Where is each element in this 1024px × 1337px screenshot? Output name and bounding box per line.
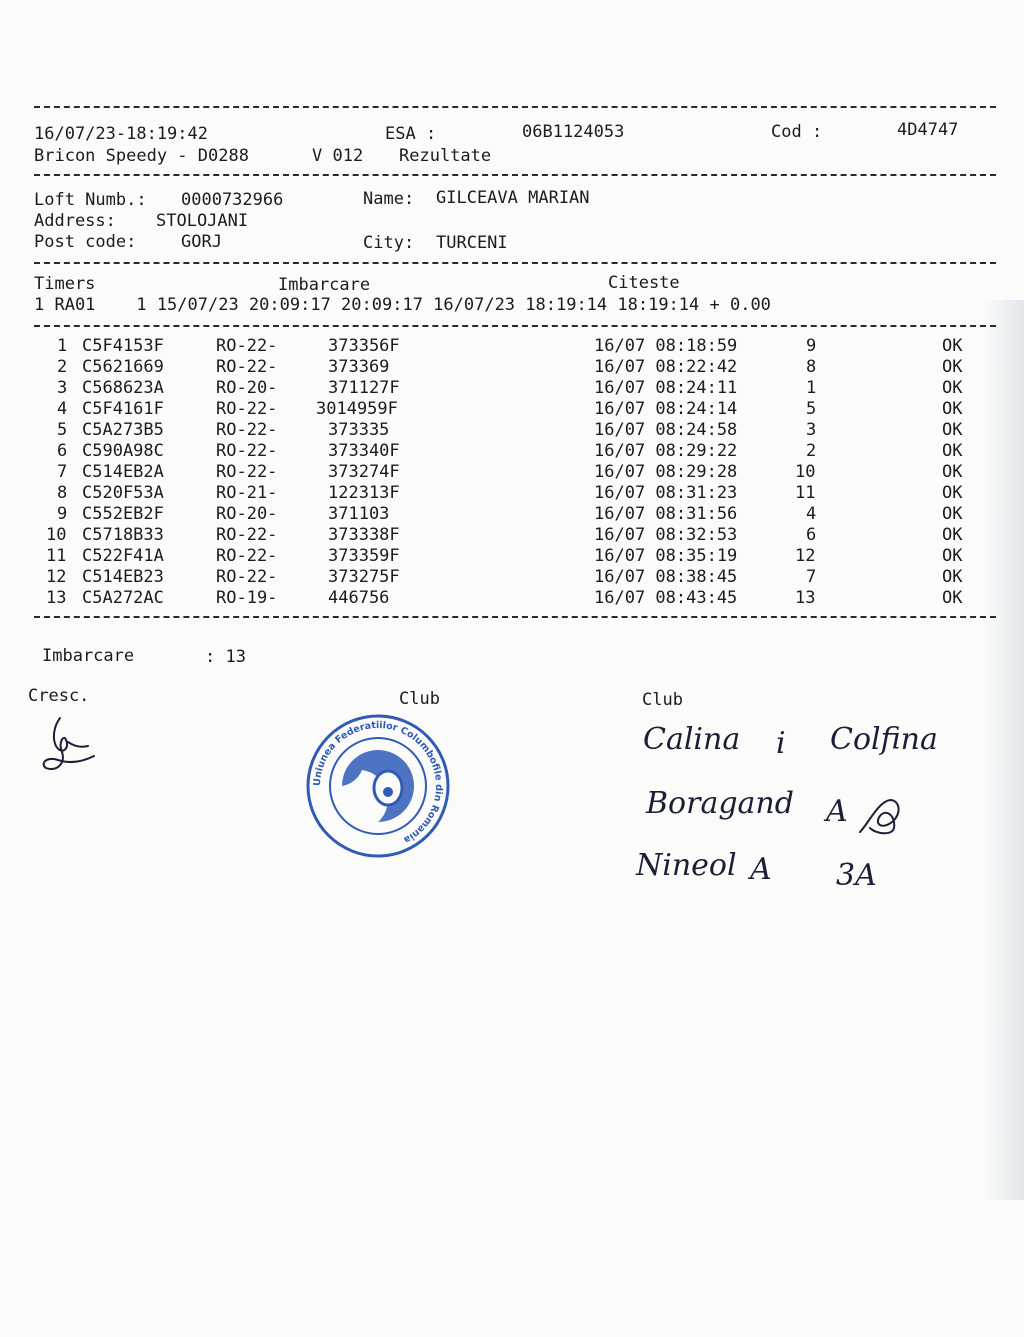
arrival-time: 16/07 08:31:56 — [594, 504, 738, 524]
arrival-time: 16/07 08:29:28 — [594, 462, 738, 482]
imbarcare-total-value: : 13 — [205, 647, 246, 667]
row-index: 8 — [57, 483, 68, 503]
dashed-separator — [34, 616, 996, 618]
breeder-signature — [36, 712, 100, 778]
position: 3 — [806, 420, 817, 440]
chip-id: C520F53A — [82, 483, 164, 503]
device-name: Bricon Speedy - D0288 — [34, 146, 249, 166]
handwriting: Boragand — [646, 786, 794, 821]
ring-number: 122313F — [328, 483, 400, 503]
position: 12 — [795, 546, 816, 566]
chip-id: C514EB2A — [82, 462, 164, 482]
ring-number: 373274F — [328, 462, 400, 482]
ring-number: 3014959F — [316, 399, 398, 419]
ring-prefix: RO-22- — [216, 441, 278, 461]
signature-scribble — [856, 794, 906, 838]
ring-number: 373356F — [328, 336, 400, 356]
table-row — [0, 525, 1024, 546]
ring-prefix: RO-22- — [216, 336, 278, 356]
ring-prefix: RO-22- — [216, 420, 278, 440]
table-row — [0, 462, 1024, 483]
position: 9 — [806, 336, 817, 356]
imbarcare-header: Imbarcare — [278, 275, 371, 295]
chip-id: C568623A — [82, 378, 164, 398]
status: OK — [942, 378, 963, 398]
row-index: 5 — [57, 420, 68, 440]
status: OK — [942, 420, 963, 440]
chip-id: C5F4161F — [82, 399, 164, 419]
arrival-time: 16/07 08:18:59 — [594, 336, 738, 356]
table-row — [0, 441, 1024, 462]
ring-number: 373340F — [328, 441, 400, 461]
arrival-time: 16/07 08:22:42 — [594, 357, 738, 377]
position: 10 — [795, 462, 816, 482]
city-value: TURCENI — [436, 233, 508, 253]
ring-prefix: RO-22- — [216, 546, 278, 566]
row-index: 7 — [57, 462, 68, 482]
name-value: GILCEAVA MARIAN — [436, 188, 590, 208]
handwriting: Calina — [643, 722, 741, 757]
ring-number: 373275F — [328, 567, 400, 587]
position: 13 — [795, 588, 816, 608]
row-index: 9 — [57, 504, 68, 524]
chip-id: C5718B33 — [82, 525, 164, 545]
row-index: 2 — [57, 357, 68, 377]
ring-prefix: RO-19- — [216, 588, 278, 608]
status: OK — [942, 588, 963, 608]
club-stamp — [304, 712, 452, 860]
position: 5 — [806, 399, 817, 419]
loft-value: 0000732966 — [181, 190, 284, 210]
position: 11 — [795, 483, 816, 503]
arrival-time: 16/07 08:38:45 — [594, 567, 738, 587]
arrival-time: 16/07 08:24:14 — [594, 399, 738, 419]
ring-prefix: RO-22- — [216, 462, 278, 482]
row-index: 6 — [57, 441, 68, 461]
address-label: Address: — [34, 211, 116, 231]
position: 2 — [806, 441, 817, 461]
handwriting: 3A — [836, 858, 877, 893]
ring-number: 373359F — [328, 546, 400, 566]
status: OK — [942, 336, 963, 356]
table-row — [0, 483, 1024, 504]
chip-id: C5A273B5 — [82, 420, 164, 440]
cod-label: Cod : — [771, 122, 823, 142]
city-label: City: — [363, 233, 415, 253]
status: OK — [942, 483, 963, 503]
position: 6 — [806, 525, 817, 545]
table-row — [0, 357, 1024, 378]
ring-prefix: RO-22- — [216, 357, 278, 377]
postcode-value: GORJ — [181, 232, 222, 252]
status: OK — [942, 462, 963, 482]
status: OK — [942, 546, 963, 566]
ring-number: 373338F — [328, 525, 400, 545]
status: OK — [942, 504, 963, 524]
position: 8 — [806, 357, 817, 377]
ring-prefix: RO-21- — [216, 483, 278, 503]
esa-label: ESA : — [385, 124, 437, 144]
position: 7 — [806, 567, 817, 587]
row-index: 11 — [46, 546, 67, 566]
dashed-separator — [34, 262, 996, 264]
row-index: 12 — [46, 567, 67, 587]
document-type: Rezultate — [399, 146, 492, 166]
table-row — [0, 504, 1024, 525]
ring-number: 373369 — [328, 357, 390, 377]
handwriting: A — [750, 852, 772, 887]
table-row — [0, 399, 1024, 420]
arrival-time: 16/07 08:29:22 — [594, 441, 738, 461]
status: OK — [942, 399, 963, 419]
arrival-time: 16/07 08:32:53 — [594, 525, 738, 545]
chip-id: C522F41A — [82, 546, 164, 566]
ring-number: 371103 — [328, 504, 390, 524]
status: OK — [942, 357, 963, 377]
ring-prefix: RO-20- — [216, 378, 278, 398]
ring-number: 373335 — [328, 420, 390, 440]
citeste-header: Citeste — [608, 273, 680, 293]
table-row — [0, 546, 1024, 567]
ring-prefix: RO-22- — [216, 567, 278, 587]
chip-id: C514EB23 — [82, 567, 164, 587]
status: OK — [942, 525, 963, 545]
dashed-separator — [34, 174, 996, 176]
name-label: Name: — [363, 189, 415, 209]
ring-number: 446756 — [328, 588, 390, 608]
ring-prefix: RO-20- — [216, 504, 278, 524]
arrival-time: 16/07 08:43:45 — [594, 588, 738, 608]
handwriting: Nineol — [636, 848, 737, 883]
esa-value: 06B1124053 — [522, 122, 625, 142]
position: 1 — [806, 378, 817, 398]
report-datetime: 16/07/23-18:19:42 — [34, 124, 208, 144]
handwriting: A — [826, 794, 848, 829]
club-label: Club — [642, 690, 683, 710]
chip-id: C5F4153F — [82, 336, 164, 356]
status: OK — [942, 441, 963, 461]
dashed-separator — [34, 106, 996, 108]
row-index: 1 — [57, 336, 68, 356]
arrival-time: 16/07 08:31:23 — [594, 483, 738, 503]
ring-number: 371127F — [328, 378, 400, 398]
chip-id: C590A98C — [82, 441, 164, 461]
club-label: Club — [399, 689, 440, 709]
arrival-time: 16/07 08:24:58 — [594, 420, 738, 440]
handwriting: Colfina — [830, 722, 938, 757]
postcode-label: Post code: — [34, 232, 137, 252]
table-row — [0, 420, 1024, 441]
row-index: 10 — [46, 525, 67, 545]
table-row — [0, 588, 1024, 609]
cresc-label: Cresc. — [28, 686, 90, 706]
chip-id: C552EB2F — [82, 504, 164, 524]
timers-header: Timers — [34, 274, 96, 294]
status: OK — [942, 567, 963, 587]
arrival-time: 16/07 08:35:19 — [594, 546, 738, 566]
row-index: 4 — [57, 399, 68, 419]
table-row — [0, 336, 1024, 357]
loft-label: Loft Numb.: — [34, 190, 147, 210]
chip-id: C5A272AC — [82, 588, 164, 608]
row-index: 13 — [46, 588, 67, 608]
stamp-text: Uniunea Federatiilor Columbofile din Romania — [311, 719, 445, 846]
address-value: STOLOJANI — [156, 211, 249, 231]
cod-value: 4D4747 — [897, 120, 959, 140]
imbarcare-total-label: Imbarcare — [42, 646, 135, 666]
table-row — [0, 567, 1024, 588]
table-row — [0, 378, 1024, 399]
device-version: V 012 — [312, 146, 364, 166]
timer-line: 1 RA01 1 15/07/23 20:09:17 20:09:17 16/07/23 18:19:14 18:19:14 + 0.00 — [34, 295, 771, 315]
chip-id: C5621669 — [82, 357, 164, 377]
arrival-time: 16/07 08:24:11 — [594, 378, 738, 398]
dashed-separator — [34, 325, 996, 327]
ring-prefix: RO-22- — [216, 399, 278, 419]
position: 4 — [806, 504, 817, 524]
ring-prefix: RO-22- — [216, 525, 278, 545]
row-index: 3 — [57, 378, 68, 398]
handwriting: i — [776, 726, 786, 761]
